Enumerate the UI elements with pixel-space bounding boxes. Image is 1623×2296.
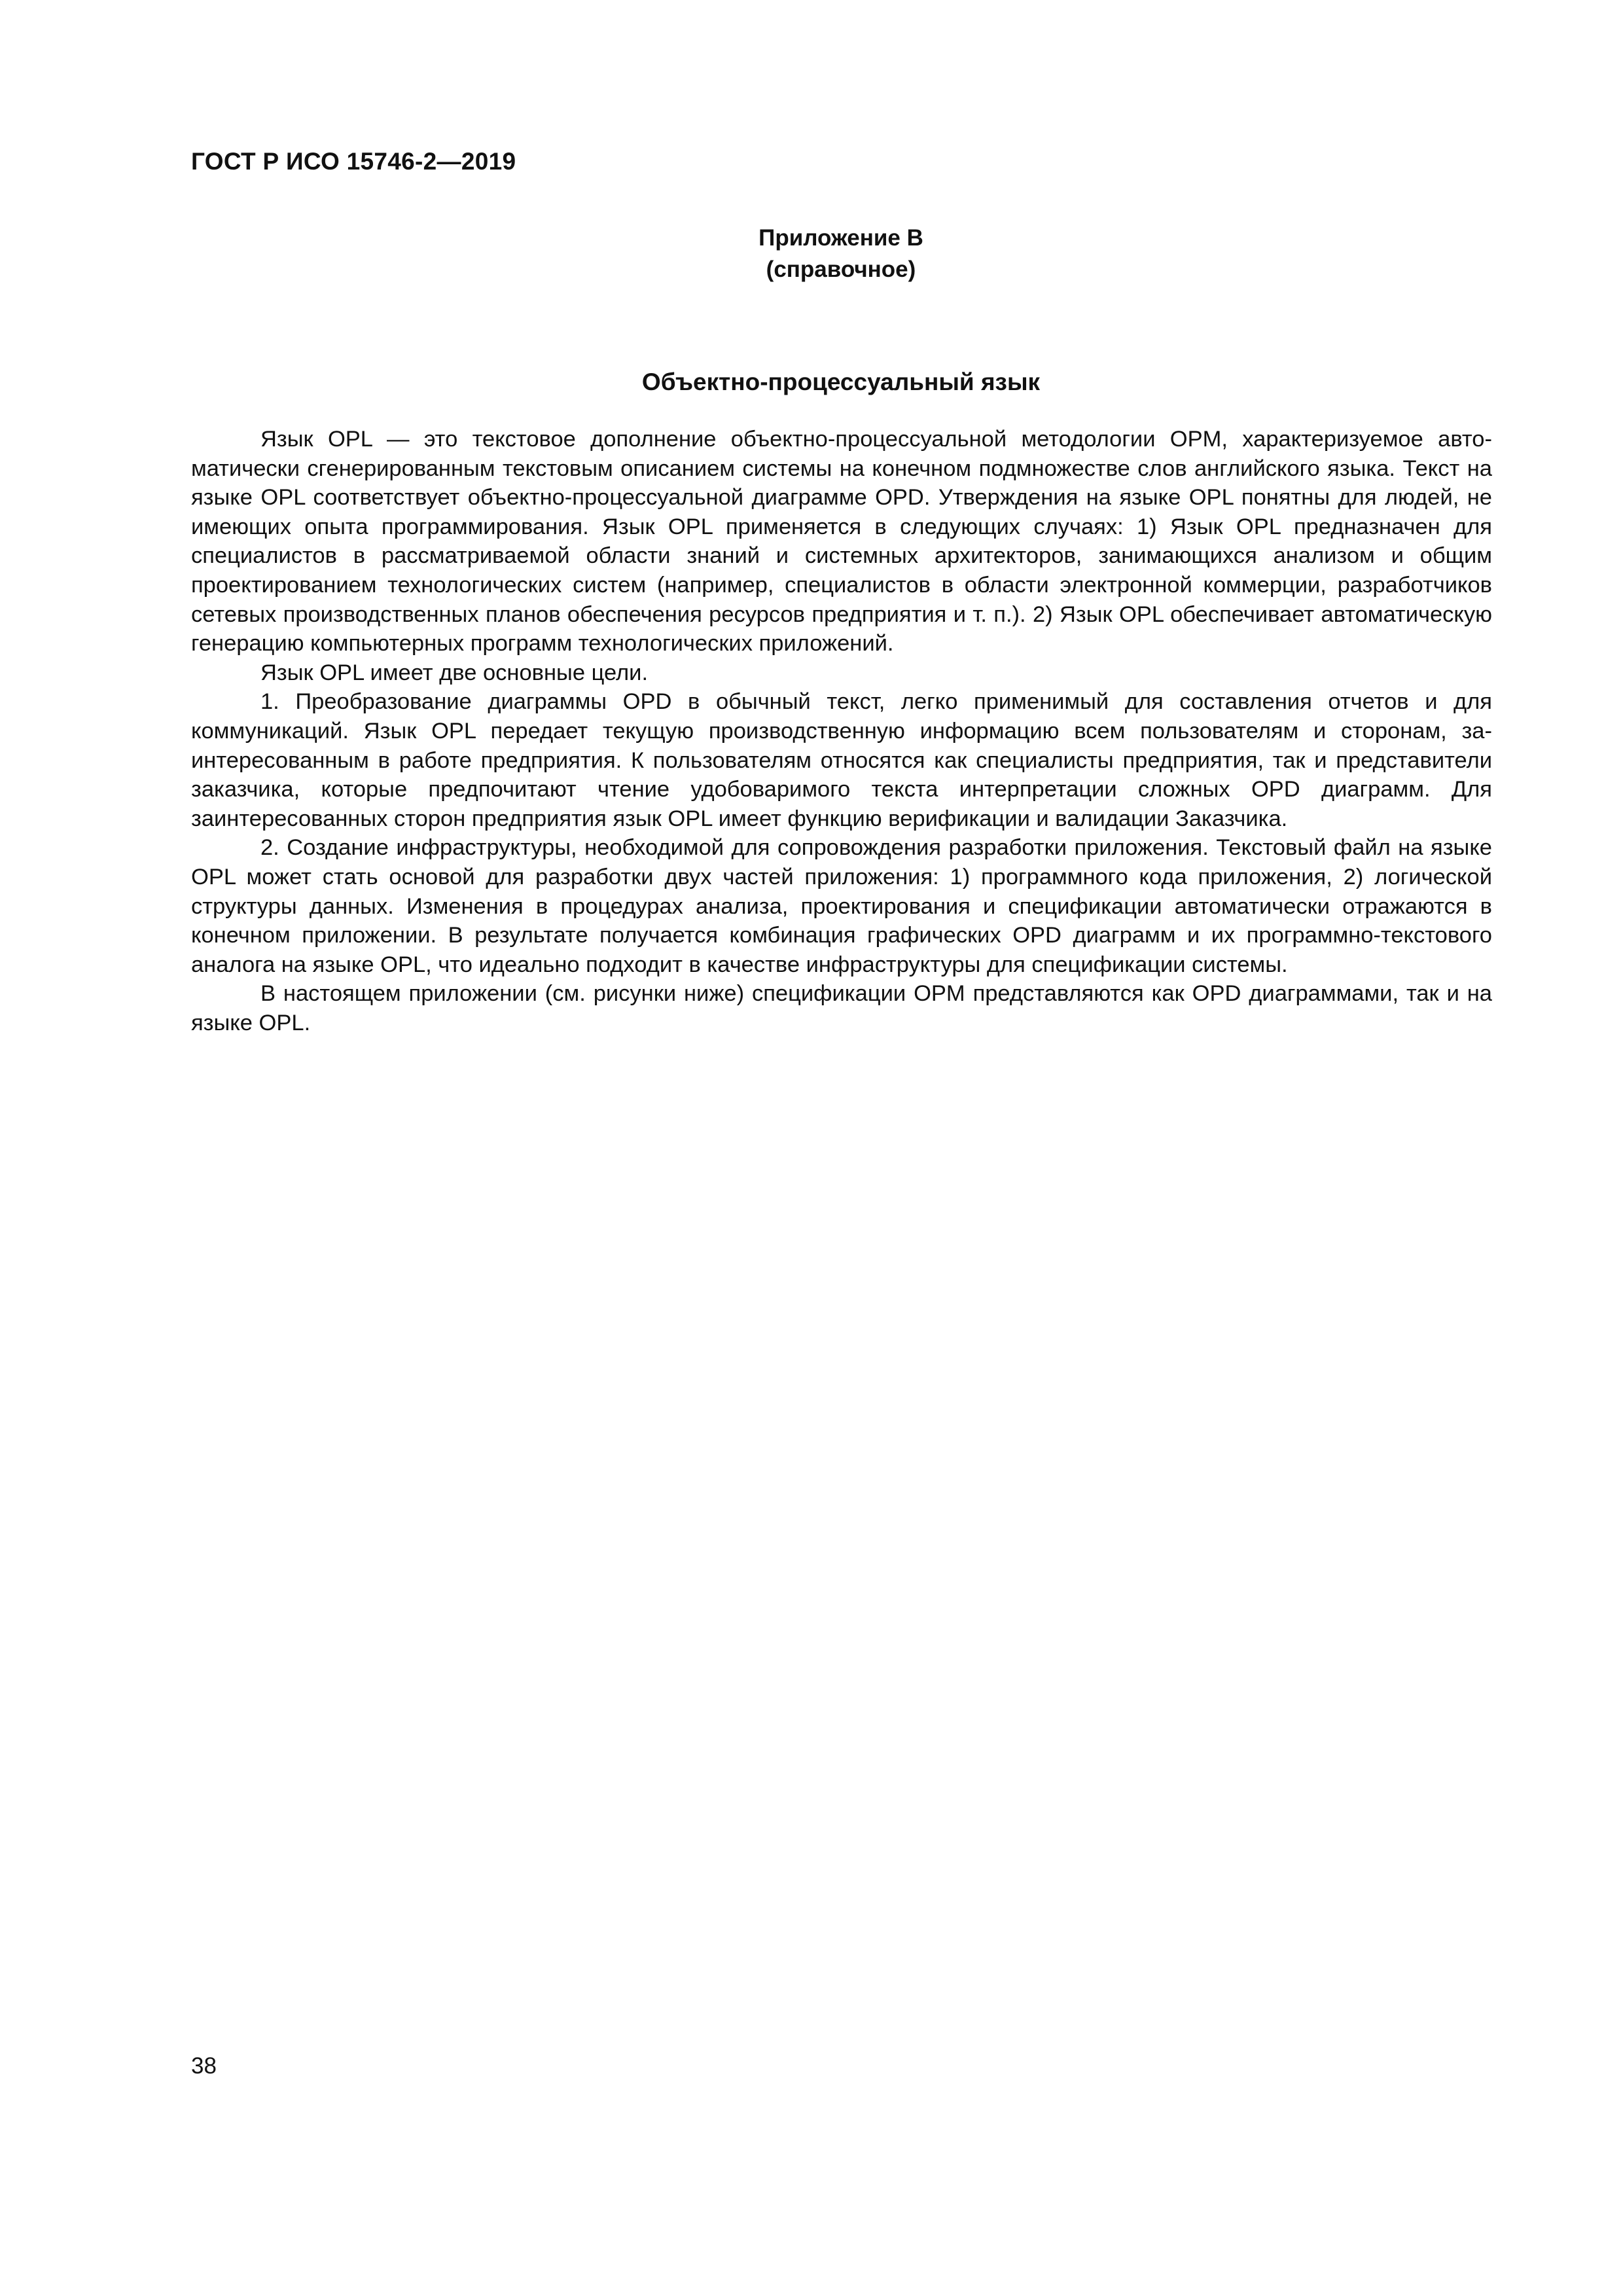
body-text (191, 425, 1492, 1037)
paragraph-goal-2: 2. Создание инфраструктуры, необходимой для сопровождения разработки приложения. Текстовый файл на языке OPL может стать основой для разработки двух частей приложения: 1) программного кода приложения, 2) логической структуры данных. Изменения в процедурах анализа, проектирования и спецификации автоматически отражаются в конечном приложении. В результате получается комбинация графических OPD диаграмм и их программно-текстового аналога на языке OPL, что идеально подходит в качестве инфраструктуры для спецификации системы. (191, 835, 1492, 977)
annex-title: Приложение В (758, 225, 923, 251)
document-code-header: ГОСТ Р ИСО 15746-2—2019 (191, 148, 516, 175)
paragraph-opl-definition: Язык OPL — это текстовое дополнение объектно-процессуальной методологии OPM, характеризуемое автоматически сгенерированным текстовым описанием системы на конечном подмножестве слов английского языка. Текст на языке OPL соответствует объектно-процессуальной диаграмме OPD. Утверждения на языке OPL понятны для людей, не имеющих опыта программирования. Язык OPL применяется в следующих случаях: 1) Язык OPL предназначен для специалистов в рассматриваемой области знаний и системных архитекторов, занимающихся анализом и общим проектированием технологических систем (например, специалистов в области электронной коммерции, разработчиков сетевых производственных планов обеспечения ресурсов предприятия и т. п.). 2) Язык OPL обеспечивает автоматическую генерацию компьютерных программ технологических приложений. (191, 427, 1492, 656)
section-title: Объектно-процессуальный язык (641, 368, 1041, 395)
annex-type: (справочное) (766, 257, 916, 282)
paragraph-annex-scope: В настоящем приложении (см. рисунки ниже) спецификации OPM представляются как OPD диаграммами, так и на языке OPL. (191, 981, 1492, 1035)
paragraph-goal-1: 1. Преобразование диаграммы OPD в обычный текст, легко применимый для составления отчетов и для коммуникаций. Язык OPL передает текущую производственную информацию всем пользователям и сторонам, заинтересованным в работе предприятия. К пользователям относятся как специалисты предприятия, так и представители заказчика, которые предпочитают чтение удобоваримого текста интерпретации сложных OPD диаграмм. Для заинтересованных сторон предприятия язык OPL имеет функцию верификации и валидации Заказчика. (191, 689, 1492, 831)
annex-heading (0, 223, 1623, 285)
paragraph-opl-goals: Язык OPL имеет две основные цели. (260, 660, 649, 685)
page-number: 38 (191, 2053, 217, 2079)
